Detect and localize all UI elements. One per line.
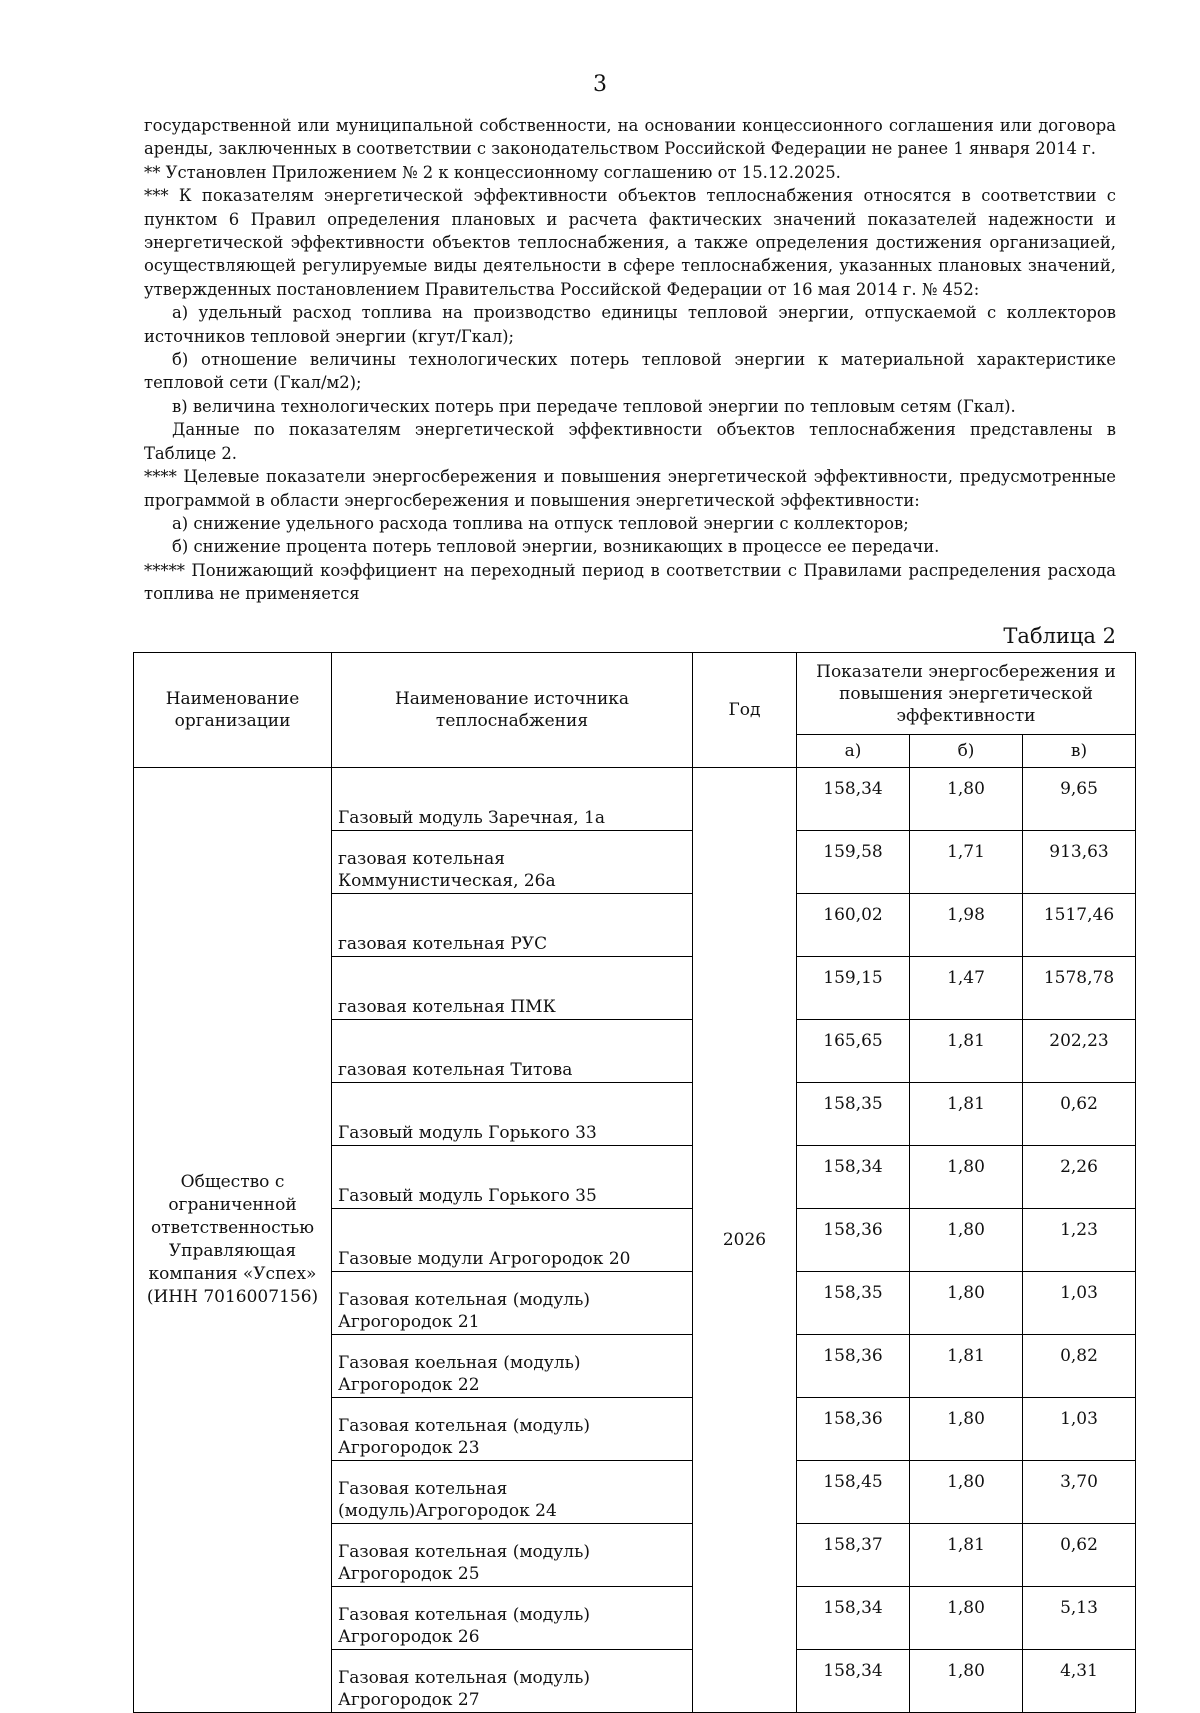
table-caption: Таблица 2 — [1003, 624, 1116, 648]
footnote-paragraph: б) отношение величины технологических потерь тепловой энергии к материальной характеристике тепловой сети (Гкал/м2); — [144, 350, 1116, 393]
header-sub-b: б) — [910, 735, 1023, 768]
indicator-b-cell: 1,81 — [910, 1524, 1023, 1587]
indicator-a-cell: 158,35 — [797, 1272, 910, 1335]
indicator-a-cell: 158,36 — [797, 1209, 910, 1272]
indicator-b-cell: 1,80 — [910, 1272, 1023, 1335]
indicator-b-cell: 1,80 — [910, 1146, 1023, 1209]
indicator-a-cell: 158,36 — [797, 1398, 910, 1461]
source-cell: Газовая коельная (модуль) Агрогородок 22 — [332, 1335, 693, 1398]
indicator-c-cell: 2,26 — [1023, 1146, 1136, 1209]
footnote-paragraph: в) величина технологических потерь при передаче тепловой энергии по тепловым сетям (Гкал). — [172, 396, 1016, 416]
indicator-a-cell: 158,34 — [797, 768, 910, 831]
indicator-c-cell: 202,23 — [1023, 1020, 1136, 1083]
indicator-c-cell: 1578,78 — [1023, 957, 1136, 1020]
indicator-b-cell: 1,98 — [910, 894, 1023, 957]
indicator-b-cell: 1,71 — [910, 831, 1023, 894]
indicator-b-cell: 1,81 — [910, 1083, 1023, 1146]
indicator-b-cell: 1,80 — [910, 1398, 1023, 1461]
footnotes — [144, 114, 1116, 606]
indicator-c-cell: 0,82 — [1023, 1335, 1136, 1398]
footnote-paragraph: а) снижение удельного расхода топлива на отпуск тепловой энергии с коллекторов; — [172, 513, 909, 533]
indicator-a-cell: 158,37 — [797, 1524, 910, 1587]
indicator-a-cell: 159,15 — [797, 957, 910, 1020]
organization-cell: Общество с ограниченной ответственностью Управляющая компания «Успех» (ИНН 7016007156) — [134, 768, 332, 1713]
footnote-paragraph: Данные по показателям энергетической эффективности объектов теплоснабжения представлены в Таблице 2. — [144, 420, 1116, 463]
indicator-b-cell: 1,47 — [910, 957, 1023, 1020]
footnote-paragraph: **** Целевые показатели энергосбережения и повышения энергетической эффективности, предусмотренные программой в области энергосбережения и повышения энергетической эффективности: — [144, 467, 1116, 510]
indicator-a-cell: 158,34 — [797, 1587, 910, 1650]
header-year: Год — [693, 653, 797, 768]
indicator-c-cell: 4,31 — [1023, 1650, 1136, 1713]
indicator-a-cell: 158,45 — [797, 1461, 910, 1524]
indicator-c-cell: 0,62 — [1023, 1524, 1136, 1587]
indicator-c-cell: 913,63 — [1023, 831, 1136, 894]
source-cell: газовая котельная Коммунистическая, 26а — [332, 831, 693, 894]
source-cell: Газовая котельная (модуль) Агрогородок 25 — [332, 1524, 693, 1587]
source-cell: газовая котельная РУС — [332, 894, 693, 957]
source-cell: газовая котельная Титова — [332, 1020, 693, 1083]
indicator-c-cell: 1,03 — [1023, 1272, 1136, 1335]
footnote-paragraph: государственной или муниципальной собственности, на основании концессионного соглашения или договора аренды, заключенных в соответствии с законодательством Российской Федерации не ранее 1 января 2014 г. — [144, 116, 1116, 159]
source-cell: газовая котельная ПМК — [332, 957, 693, 1020]
indicator-c-cell: 5,13 — [1023, 1587, 1136, 1650]
source-cell: Газовый модуль Заречная, 1а — [332, 768, 693, 831]
indicator-b-cell: 1,81 — [910, 1020, 1023, 1083]
table-row — [134, 768, 1136, 831]
source-cell: Газовая котельная (модуль) Агрогородок 27 — [332, 1650, 693, 1713]
indicator-a-cell: 165,65 — [797, 1020, 910, 1083]
indicator-c-cell: 1,03 — [1023, 1398, 1136, 1461]
header-sub-c: в) — [1023, 735, 1136, 768]
footnote-paragraph: *** К показателям энергетической эффективности объектов теплоснабжения относятся в соответствии с пунктом 6 Правил определения плановых и расчета фактических значений показателей надежности и энергетической эффективности объектов теплоснабжения, а также определения достижения организацией, осуществляющей регулируемые виды деятельности в сфере теплоснабжения, указанных плановых значений, утвержденных постановлением Правительства Российской Федерации от 16 мая 2014 г. № 452: — [144, 186, 1116, 299]
indicator-a-cell: 158,34 — [797, 1650, 910, 1713]
source-cell: Газовая котельная (модуль) Агрогородок 23 — [332, 1398, 693, 1461]
footnote-paragraph: ***** Понижающий коэффициент на переходный период в соответствии с Правилами распределения расхода топлива не применяется — [144, 560, 1116, 604]
source-cell: Газовый модуль Горького 33 — [332, 1083, 693, 1146]
indicator-c-cell: 3,70 — [1023, 1461, 1136, 1524]
indicator-b-cell: 1,81 — [910, 1335, 1023, 1398]
source-cell: Газовая котельная (модуль)Агрогородок 24 — [332, 1461, 693, 1524]
source-cell: Газовая котельная (модуль) Агрогородок 21 — [332, 1272, 693, 1335]
header-indicators: Показатели энергосбережения и повышения энергетической эффективности — [797, 653, 1136, 735]
header-sub-a: а) — [797, 735, 910, 768]
indicator-b-cell: 1,80 — [910, 1209, 1023, 1272]
year-cell: 2026 — [693, 768, 797, 1713]
indicator-a-cell: 159,58 — [797, 831, 910, 894]
indicator-c-cell: 1517,46 — [1023, 894, 1136, 957]
source-cell: Газовый модуль Горького 35 — [332, 1146, 693, 1209]
header-source: Наименование источника теплоснабжения — [332, 653, 693, 768]
source-cell: Газовые модули Агрогородок 20 — [332, 1209, 693, 1272]
footnote-paragraph: а) удельный расход топлива на производство единицы тепловой энергии, отпускаемой с коллекторов источников тепловой энергии (кгут/Гкал); — [144, 303, 1116, 346]
indicator-b-cell: 1,80 — [910, 1587, 1023, 1650]
indicator-a-cell: 158,34 — [797, 1146, 910, 1209]
indicator-b-cell: 1,80 — [910, 1461, 1023, 1524]
indicator-c-cell: 9,65 — [1023, 768, 1136, 831]
indicator-a-cell: 158,35 — [797, 1083, 910, 1146]
indicator-a-cell: 158,36 — [797, 1335, 910, 1398]
page-number: 3 — [593, 72, 607, 97]
footnote-paragraph: ** Установлен Приложением № 2 к концессионному соглашению от 15.12.2025. — [144, 162, 841, 182]
footnote-paragraph: б) снижение процента потерь тепловой энергии, возникающих в процессе ее передачи. — [172, 537, 940, 557]
indicator-a-cell: 160,02 — [797, 894, 910, 957]
indicator-b-cell: 1,80 — [910, 1650, 1023, 1713]
efficiency-table — [133, 652, 1136, 1713]
source-cell: Газовая котельная (модуль) Агрогородок 26 — [332, 1587, 693, 1650]
indicator-c-cell: 1,23 — [1023, 1209, 1136, 1272]
indicator-c-cell: 0,62 — [1023, 1083, 1136, 1146]
header-organization: Наименование организации — [134, 653, 332, 768]
indicator-b-cell: 1,80 — [910, 768, 1023, 831]
